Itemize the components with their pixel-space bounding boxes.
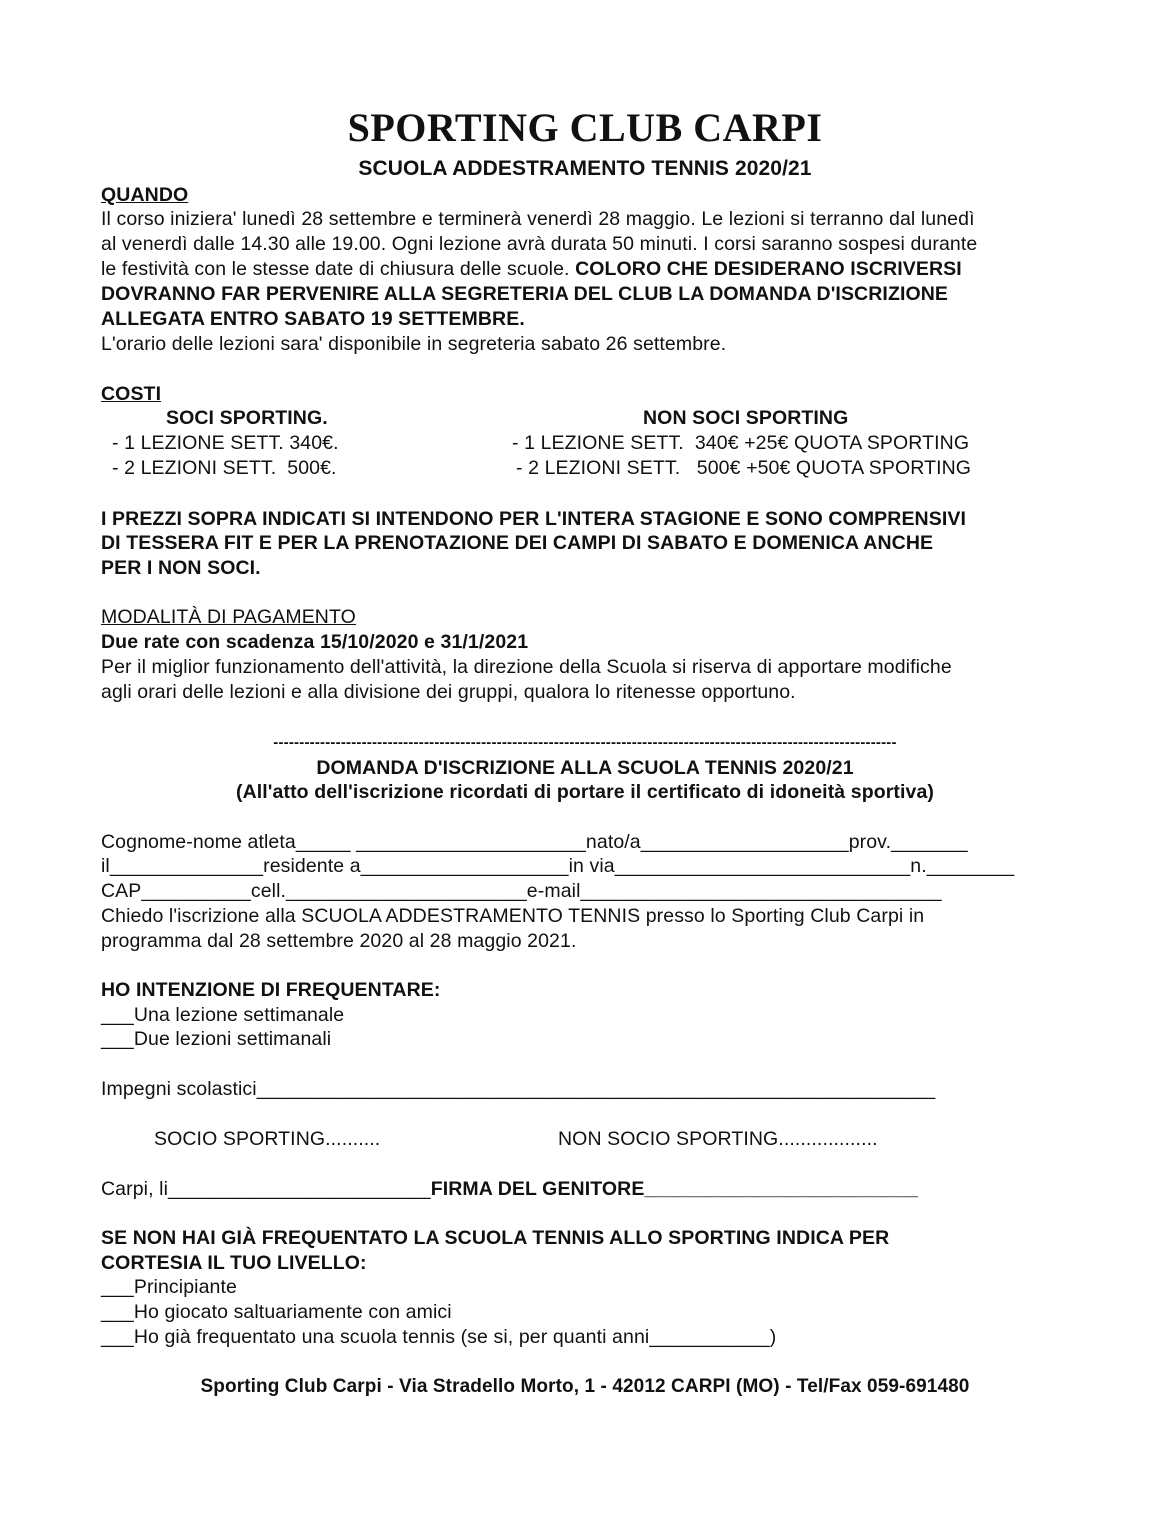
- form-line-contacts[interactable]: CAP__________cell.______________________e-mail_________________________________: [101, 880, 942, 902]
- frequenza-option-two[interactable]: ___Due lezioni settimanali: [101, 1028, 332, 1050]
- domanda-heading: DOMANDA D'ISCRIZIONE ALLA SCUOLA TENNIS 2020/21: [316, 757, 854, 779]
- pagamento-rate: Due rate con scadenza 15/10/2020 e 31/1/2021: [101, 631, 529, 653]
- page-subtitle: SCUOLA ADDESTRAMENTO TENNIS 2020/21: [358, 157, 812, 180]
- prezzi-note-line: I PREZZI SOPRA INDICATI SI INTENDONO PER L'INTERA STAGIONE E SONO COMPRENSIVI: [101, 508, 966, 530]
- request-text-line: Chiedo l'iscrizione alla SCUOLA ADDESTRAMENTO TENNIS presso lo Sporting Club Carpi in: [101, 905, 925, 927]
- quando-heading: QUANDO: [101, 184, 189, 206]
- impegni-field[interactable]: Impegni scolastici______________________________________________________________: [101, 1078, 936, 1100]
- non-socio-sporting-field[interactable]: NON SOCIO SPORTING..................: [558, 1128, 878, 1150]
- form-line-athlete[interactable]: Cognome-nome atleta_____ _____________________nato/a___________________prov._______: [101, 831, 968, 853]
- dashed-separator: ------------------------------------------------------------------------------------------------------------------------: [273, 734, 897, 751]
- soci-price-line: - 2 LEZIONI SETT. 500€.: [112, 457, 337, 479]
- quando-text-line: al venerdì dalle 14.30 alle 19.00. Ogni lezione avrà durata 50 minuti. I corsi saranno sospesi durante: [101, 233, 978, 255]
- prezzi-note-line: DI TESSERA FIT E PER LA PRENOTAZIONE DEI CAMPI DI SABATO E DOMENICA ANCHE: [101, 532, 934, 554]
- frequenza-option-one[interactable]: ___Una lezione settimanale: [101, 1004, 345, 1026]
- domanda-note: (All'atto dell'iscrizione ricordati di portare il certificato di idoneità sportiva): [235, 781, 935, 803]
- request-text-line: programma dal 28 settembre 2020 al 28 maggio 2021.: [101, 930, 577, 952]
- livello-option-principiante[interactable]: ___Principiante: [101, 1276, 237, 1298]
- soci-heading: SOCI SPORTING.: [166, 407, 328, 429]
- quando-text-line: Il corso iniziera' lunedì 28 settembre e terminerà venerdì 28 maggio. Le lezioni si terranno dal lunedì: [101, 208, 975, 230]
- parent-signature-field[interactable]: FIRMA DEL GENITORE_________________________: [430, 1178, 919, 1200]
- soci-price-line: - 1 LEZIONE SETT. 340€.: [112, 432, 339, 454]
- livello-heading-line: SE NON HAI GIÀ FREQUENTATO LA SCUOLA TENNIS ALLO SPORTING INDICA PER: [101, 1227, 890, 1249]
- quando-bold-line: ALLEGATA ENTRO SABATO 19 SETTEMBRE.: [101, 308, 525, 330]
- non-soci-price-line: - 1 LEZIONE SETT. 340€ +25€ QUOTA SPORTING: [512, 432, 970, 454]
- quando-text-line: [101, 257, 962, 281]
- quando-text-line: L'orario delle lezioni sara' disponibile in segreteria sabato 26 settembre.: [101, 333, 727, 355]
- pagamento-text-line: agli orari delle lezioni e alla divisione dei gruppi, qualora lo ritenesse opportuno.: [101, 681, 796, 703]
- non-soci-heading: NON SOCI SPORTING: [643, 407, 849, 429]
- socio-sporting-field[interactable]: SOCIO SPORTING..........: [154, 1128, 381, 1150]
- place-date-field[interactable]: Carpi, li________________________: [101, 1178, 431, 1200]
- non-soci-price-line: - 2 LEZIONI SETT. 500€ +50€ QUOTA SPORTING: [516, 457, 972, 479]
- prezzi-note-line: PER I NON SOCI.: [101, 557, 261, 579]
- quando-text-normal: le festività con le stesse date di chiusura delle scuole.: [101, 258, 576, 280]
- frequenza-heading: HO INTENZIONE DI FREQUENTARE:: [101, 979, 441, 1001]
- firma-line: [101, 1177, 918, 1201]
- livello-option-amici[interactable]: ___Ho giocato saltuariamente con amici: [101, 1301, 452, 1323]
- quando-bold-line: DOVRANNO FAR PERVENIRE ALLA SEGRETERIA DEL CLUB LA DOMANDA D'ISCRIZIONE: [101, 283, 949, 305]
- costi-heading: COSTI: [101, 383, 162, 405]
- pagamento-heading: MODALITÀ DI PAGAMENTO: [101, 606, 356, 628]
- page-title: SPORTING CLUB CARPI: [347, 105, 823, 150]
- livello-heading-line: CORTESIA IL TUO LIVELLO:: [101, 1252, 367, 1274]
- form-line-residence[interactable]: il______________residente a___________________in via___________________________n.________: [101, 855, 1015, 877]
- footer-address: Sporting Club Carpi - Via Stradello Morto, 1 - 42012 CARPI (MO) - Tel/Fax 059-691480: [200, 1376, 970, 1397]
- livello-option-scuola[interactable]: ___Ho già frequentato una scuola tennis (se si, per quanti anni___________): [101, 1326, 777, 1348]
- pagamento-text-line: Per il miglior funzionamento dell'attività, la direzione della Scuola si riserva di apportare modifiche: [101, 656, 952, 678]
- quando-text-bold: COLORO CHE DESIDERANO ISCRIVERSI: [575, 258, 962, 280]
